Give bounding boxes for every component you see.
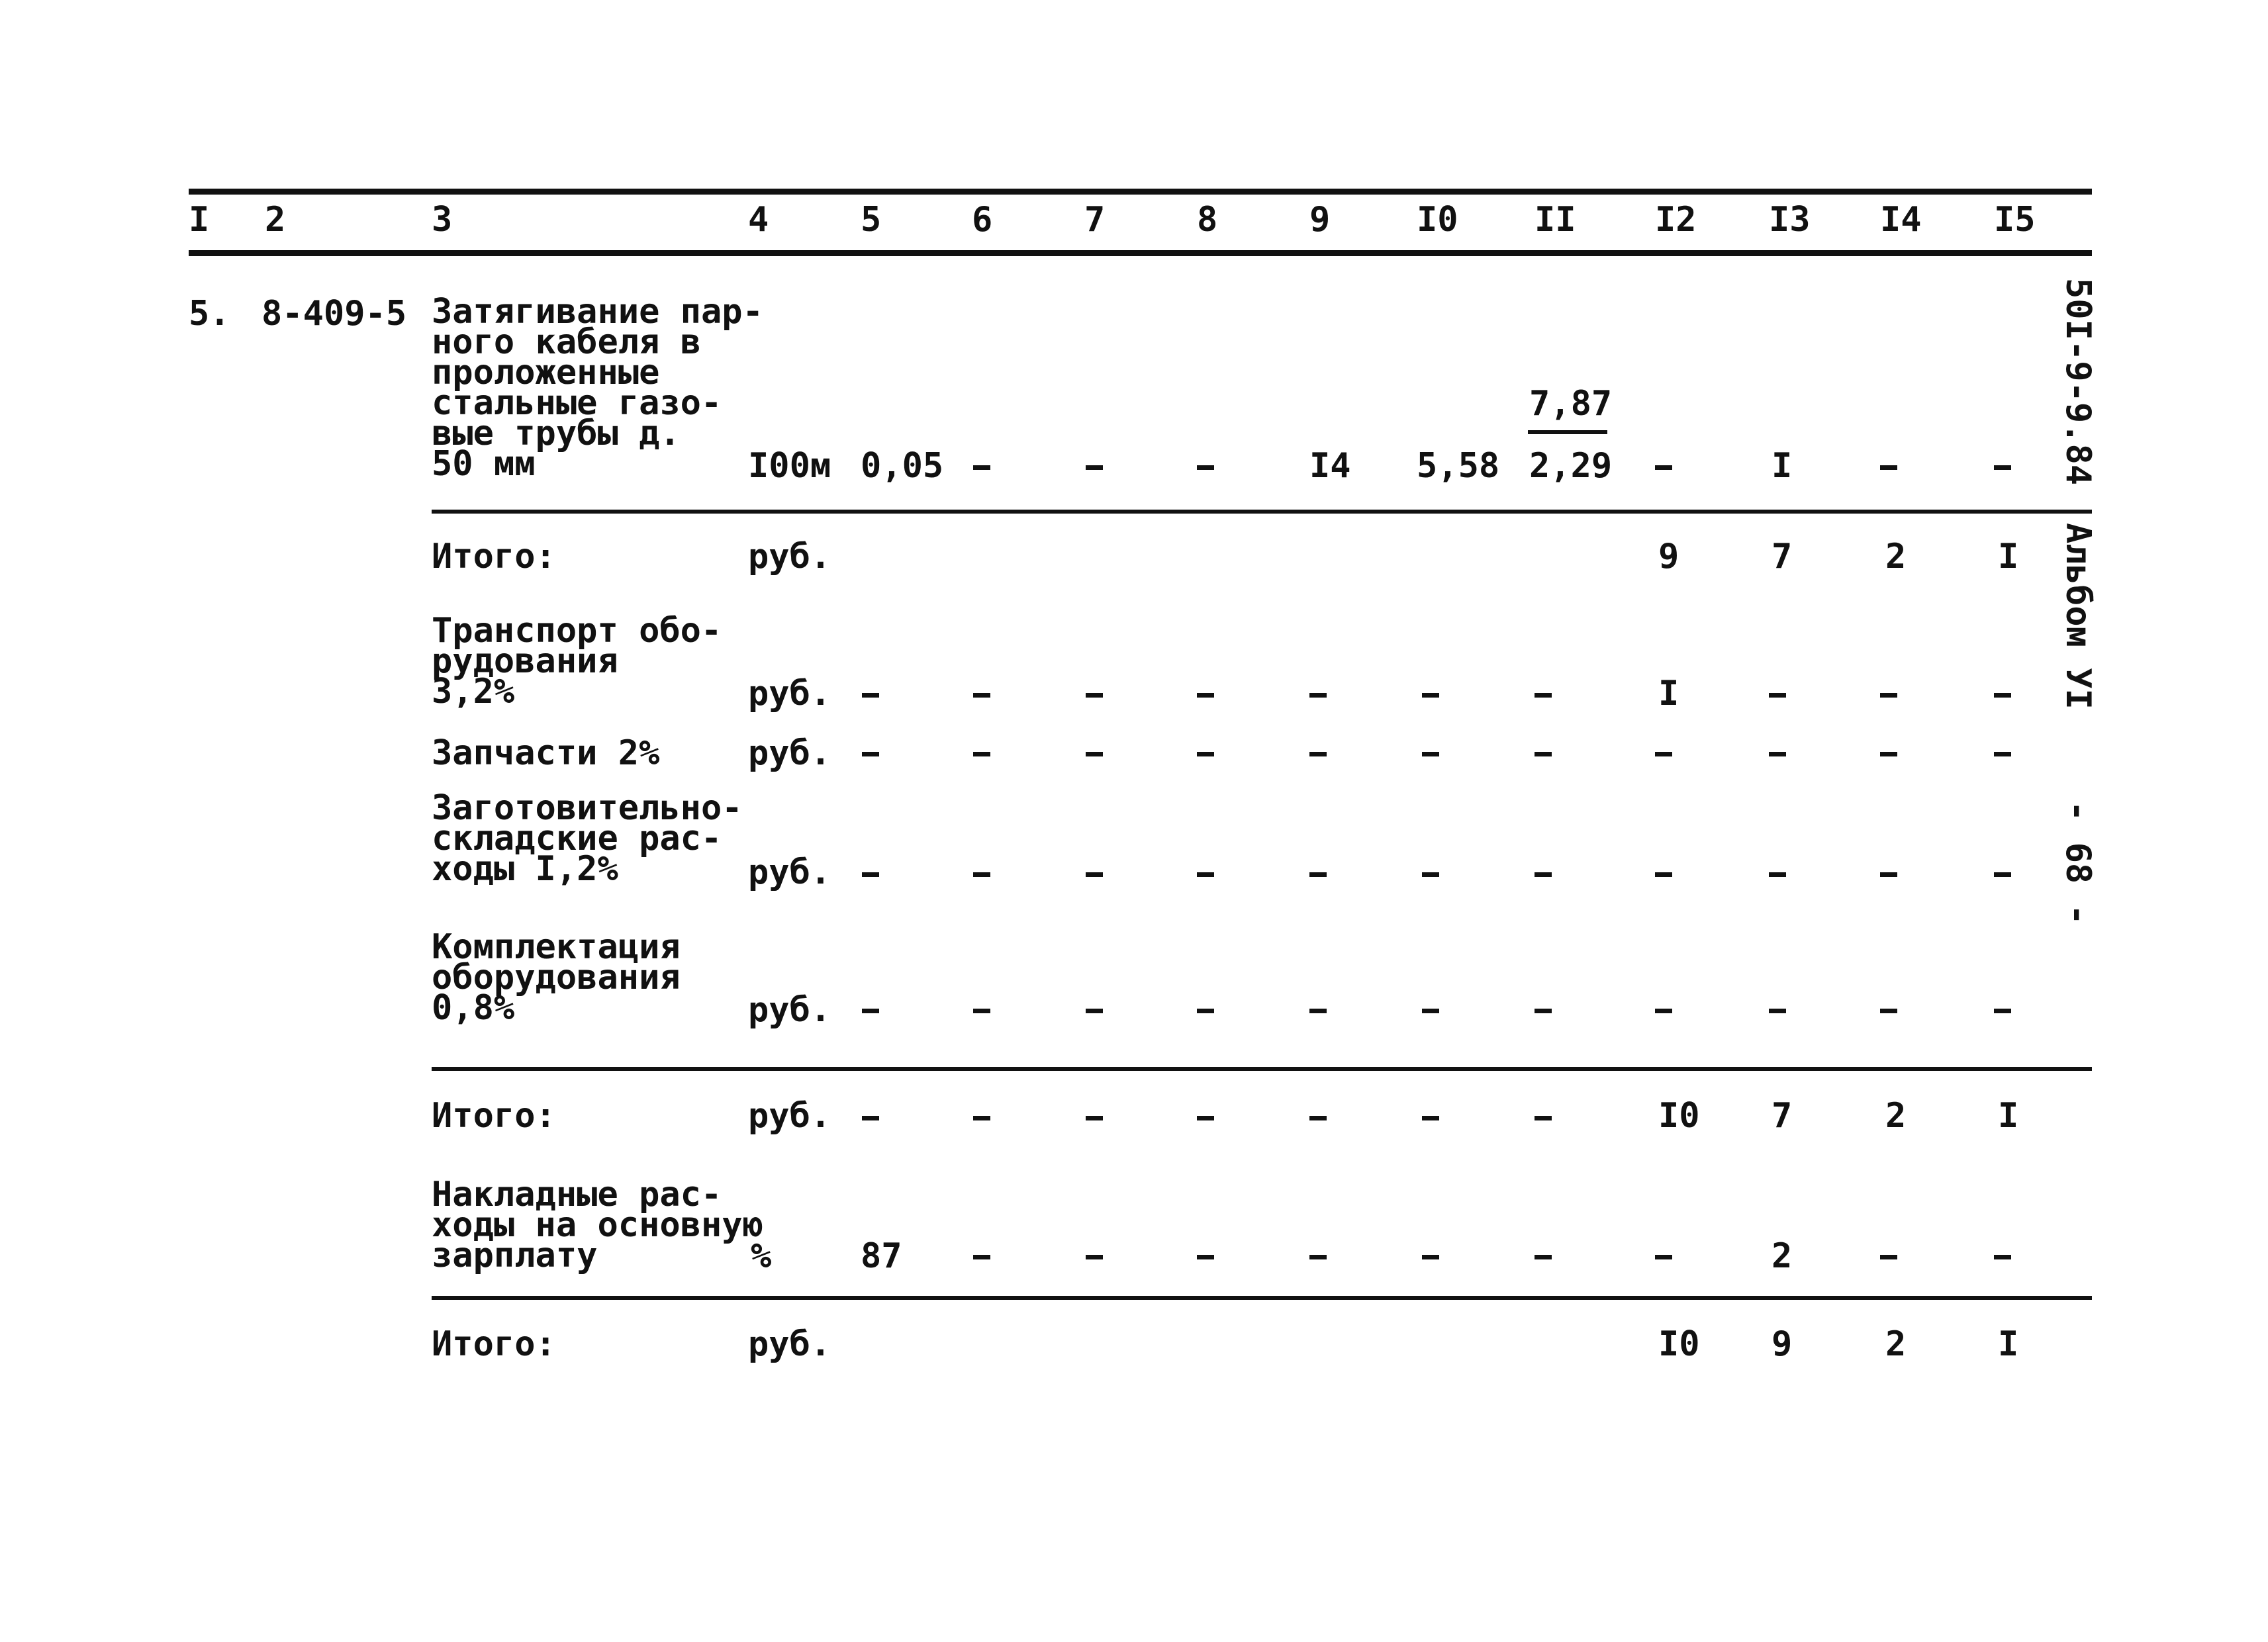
zapchasti-c6-dash xyxy=(973,752,990,756)
itogo2-c14: 2 xyxy=(1885,1096,1907,1136)
nakladnye-c7-dash xyxy=(1086,1255,1103,1259)
itogo2-label: Итого: xyxy=(432,1096,556,1136)
zapchasti-unit: руб. xyxy=(748,733,831,773)
komplekt-c14-dash xyxy=(1880,1009,1897,1013)
zagotov-c10-dash xyxy=(1422,872,1439,877)
itogo3-label: Итого: xyxy=(432,1324,556,1364)
separator-rule-1 xyxy=(432,510,2092,514)
row-c6-dash xyxy=(973,465,990,470)
itogo3-c15: I xyxy=(1998,1324,2019,1364)
nakladnye-c6-dash xyxy=(973,1255,990,1259)
itogo1-c13: 7 xyxy=(1772,537,1793,576)
komplekt-c15-dash xyxy=(1994,1009,2011,1013)
row-c9: I4 xyxy=(1309,446,1351,486)
zagotov-c14-dash xyxy=(1880,872,1897,877)
row-qty: 0,05 xyxy=(861,446,944,486)
nakladnye-unit: % xyxy=(751,1236,772,1276)
col-header-14: I4 xyxy=(1880,200,1922,240)
itogo1-label: Итого: xyxy=(432,537,556,576)
nakladnye-c10-dash xyxy=(1422,1255,1439,1259)
itogo1-unit: руб. xyxy=(748,537,831,576)
zapchasti-c10-dash xyxy=(1422,752,1439,756)
nakladnye-label: Накладные рас- ходы на основную зарплату xyxy=(432,1175,763,1275)
komplekt-label: Комплектация оборудования 0,8% xyxy=(432,927,681,1028)
komplekt-c10-dash xyxy=(1422,1009,1439,1013)
zapchasti-c12-dash xyxy=(1655,752,1672,756)
transport-c15-dash xyxy=(1994,693,2011,698)
zapchasti-c9-dash xyxy=(1309,752,1327,756)
col-header-11: II xyxy=(1535,200,1576,240)
row-c13: I xyxy=(1772,446,1793,486)
komplekt-c6-dash xyxy=(973,1009,990,1013)
zagotov-c13-dash xyxy=(1769,872,1786,877)
itogo2-c13: 7 xyxy=(1772,1096,1793,1136)
itogo2-c11-dash xyxy=(1535,1116,1552,1120)
komplekt-c7-dash xyxy=(1086,1009,1103,1013)
zagotov-c8-dash xyxy=(1197,872,1214,877)
transport-unit: руб. xyxy=(748,674,831,713)
row-number: 5. xyxy=(189,294,230,334)
transport-label: Транспорт обо- рудования 3,2% xyxy=(432,611,722,711)
itogo2-c8-dash xyxy=(1197,1116,1214,1120)
itogo2-c9-dash xyxy=(1309,1116,1327,1120)
row-c12-dash xyxy=(1655,465,1672,470)
zapchasti-c7-dash xyxy=(1086,752,1103,756)
col-header-15: I5 xyxy=(1994,200,2036,240)
transport-c7-dash xyxy=(1086,693,1103,698)
col-header-6: 6 xyxy=(972,200,993,240)
transport-c9-dash xyxy=(1309,693,1327,698)
col-header-5: 5 xyxy=(861,200,882,240)
zapchasti-c13-dash xyxy=(1769,752,1786,756)
separator-rule-2 xyxy=(432,1067,2092,1071)
row-c7-dash xyxy=(1086,465,1103,470)
itogo1-c15: I xyxy=(1998,537,2019,576)
komplekt-c5-dash xyxy=(862,1009,879,1013)
itogo2-c15: I xyxy=(1998,1096,2019,1136)
nakladnye-c13: 2 xyxy=(1772,1236,1793,1276)
itogo3-c14: 2 xyxy=(1885,1324,1907,1364)
row-c11-top: 7,87 xyxy=(1529,384,1613,424)
row-unit: I00м xyxy=(748,446,831,486)
row-c10: 5,58 xyxy=(1417,446,1500,486)
transport-c10-dash xyxy=(1422,693,1439,698)
komplekt-c11-dash xyxy=(1535,1009,1552,1013)
col-header-13: I3 xyxy=(1769,200,1811,240)
nakladnye-c14-dash xyxy=(1880,1255,1897,1259)
zagotov-c6-dash xyxy=(973,872,990,877)
komplekt-c9-dash xyxy=(1309,1009,1327,1013)
zapchasti-label: Запчасти 2% xyxy=(432,733,660,773)
itogo3-c13: 9 xyxy=(1772,1324,1793,1364)
side-album-label: Альбом УI xyxy=(2058,523,2098,709)
itogo1-c14: 2 xyxy=(1885,537,1907,576)
itogo2-c12: I0 xyxy=(1658,1096,1700,1136)
row-c11-bottom: 2,29 xyxy=(1529,446,1613,486)
itogo3-c12: I0 xyxy=(1658,1324,1700,1364)
row-c8-dash xyxy=(1197,465,1214,470)
transport-c11-dash xyxy=(1535,693,1552,698)
col-header-3: 3 xyxy=(432,200,453,240)
col-header-8: 8 xyxy=(1197,200,1218,240)
komplekt-c13-dash xyxy=(1769,1009,1786,1013)
itogo2-c6-dash xyxy=(973,1116,990,1120)
komplekt-unit: руб. xyxy=(748,990,831,1030)
komplekt-c12-dash xyxy=(1655,1009,1672,1013)
col-header-12: I2 xyxy=(1655,200,1697,240)
side-document-code: 50I-9-9.84 xyxy=(2058,278,2098,486)
komplekt-c8-dash xyxy=(1197,1009,1214,1013)
row-description: Затягивание пар- ного кабеля в проложенные стальные газо- вые трубы д. 50 мм xyxy=(432,292,763,484)
separator-rule-3 xyxy=(432,1296,2092,1300)
col-header-7: 7 xyxy=(1084,200,1106,240)
nakladnye-c12-dash xyxy=(1655,1255,1672,1259)
transport-c14-dash xyxy=(1880,693,1897,698)
zagotov-unit: руб. xyxy=(748,852,831,892)
zapchasti-c8-dash xyxy=(1197,752,1214,756)
zagotov-c9-dash xyxy=(1309,872,1327,877)
transport-c13-dash xyxy=(1769,693,1786,698)
col-header-4: 4 xyxy=(748,200,769,240)
zapchasti-c15-dash xyxy=(1994,752,2011,756)
zagotov-c11-dash xyxy=(1535,872,1552,877)
transport-c5-dash xyxy=(862,693,879,698)
zapchasti-c11-dash xyxy=(1535,752,1552,756)
col-header-1: I xyxy=(189,200,210,240)
itogo3-unit: руб. xyxy=(748,1324,831,1364)
col-header-10: I0 xyxy=(1417,200,1458,240)
nakladnye-c9-dash xyxy=(1309,1255,1327,1259)
zagotov-c15-dash xyxy=(1994,872,2011,877)
nakladnye-c15-dash xyxy=(1994,1255,2011,1259)
nakladnye-qty: 87 xyxy=(861,1236,902,1276)
itogo2-unit: руб. xyxy=(748,1096,831,1136)
col-header-9: 9 xyxy=(1309,200,1331,240)
nakladnye-c11-dash xyxy=(1535,1255,1552,1259)
row-c14-dash xyxy=(1880,465,1897,470)
itogo1-c12: 9 xyxy=(1658,537,1679,576)
transport-c6-dash xyxy=(973,693,990,698)
itogo2-c10-dash xyxy=(1422,1116,1439,1120)
zagotov-c5-dash xyxy=(862,872,879,877)
transport-c8-dash xyxy=(1197,693,1214,698)
itogo2-c7-dash xyxy=(1086,1116,1103,1120)
row-code: 8-409-5 xyxy=(261,294,407,334)
transport-c12: I xyxy=(1658,674,1679,713)
zapchasti-c14-dash xyxy=(1880,752,1897,756)
row-c11-fraction-line xyxy=(1528,430,1607,434)
nakladnye-c8-dash xyxy=(1197,1255,1214,1259)
zagotov-c12-dash xyxy=(1655,872,1672,877)
header-top-rule xyxy=(189,189,2092,195)
row-c15-dash xyxy=(1994,465,2011,470)
zapchasti-c5-dash xyxy=(862,752,879,756)
itogo2-c5-dash xyxy=(862,1116,879,1120)
side-page-number: - 68 - xyxy=(2058,801,2098,925)
col-header-2: 2 xyxy=(265,200,286,240)
header-bottom-rule xyxy=(189,250,2092,256)
zagotov-c7-dash xyxy=(1086,872,1103,877)
zagotov-label: Заготовительно- складские рас- ходы I,2% xyxy=(432,788,743,889)
